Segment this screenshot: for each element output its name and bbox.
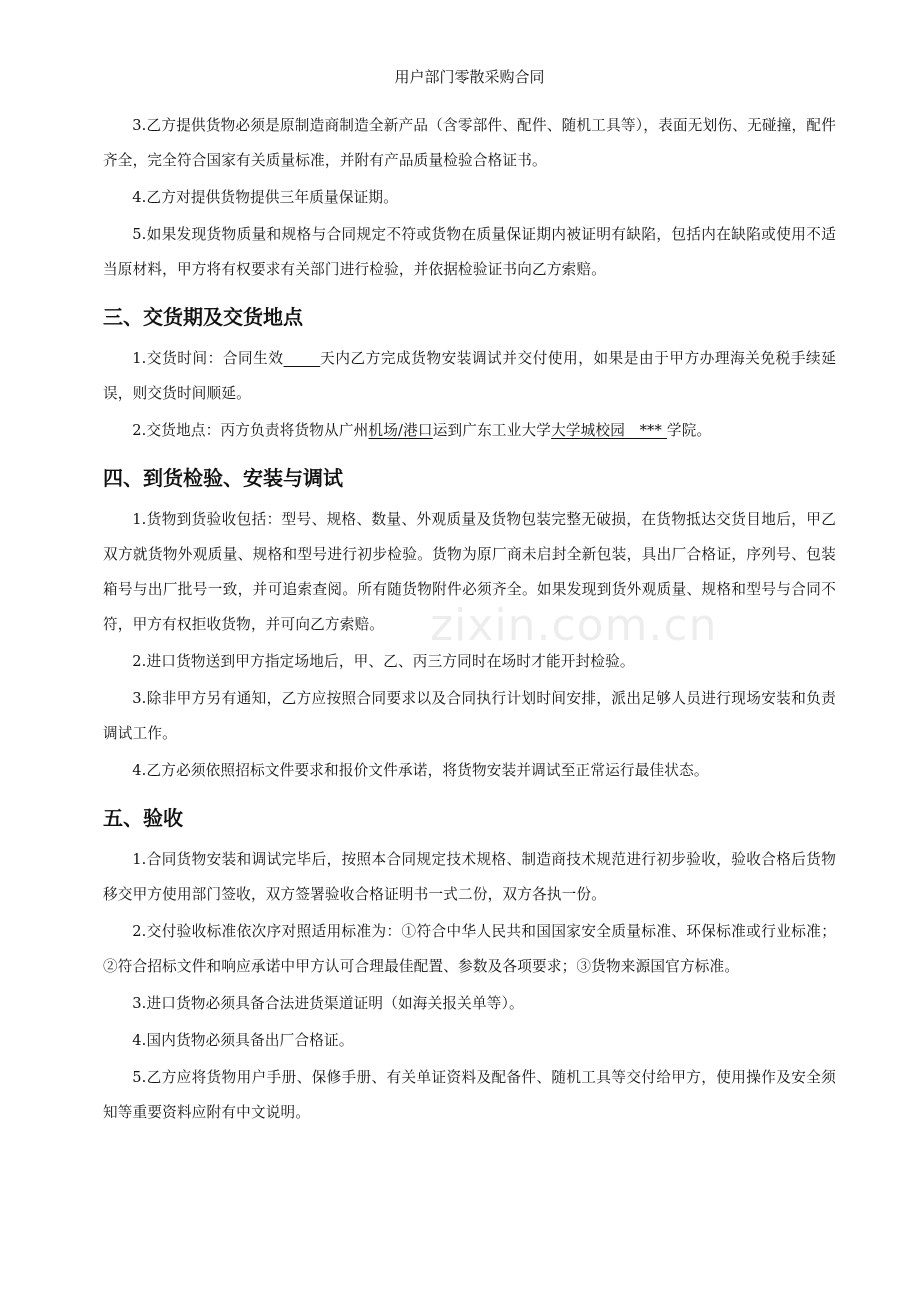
text-segment: 2.进口货物送到甲方指定场地后，甲、乙、丙三方同时在场时才能开封检验。	[132, 653, 635, 670]
section-heading: 三、交货期及交货地点	[103, 305, 303, 329]
text-segment: 运到广东工业大学	[432, 422, 552, 439]
section-heading: 五、验收	[103, 806, 183, 830]
paragraph	[103, 341, 836, 411]
text-segment: 5.如果发现货物质量和规格与合同规定不符或货物在质量保证期内被证明有缺陷，包括内在缺陷或使用不适当原材料，甲方将有权要求有关部门进行检验，并依据检验证书向乙方索赔。	[103, 226, 836, 278]
section-heading: 四、到货检验、安装与调试	[103, 466, 343, 490]
text-segment: 3.乙方提供货物必须是原制造商制造全新产品（含零部件、配件、随机工具等），表面无划伤、无碰撞，配件齐全，完全符合国家有关质量标准，并附有产品质量检验合格证书。	[103, 117, 836, 169]
paragraph	[103, 1023, 836, 1058]
paragraph	[103, 1060, 836, 1130]
document-page	[103, 64, 836, 1132]
paragraph	[103, 842, 836, 912]
text-segment: 4.乙方必须依照招标文件要求和报价文件承诺，将货物安装并调试至正常运行最佳状态。	[132, 762, 709, 779]
document-body	[103, 108, 836, 1130]
underlined-field: 机场/港口	[368, 422, 433, 439]
paragraph	[103, 914, 836, 984]
paragraph	[103, 502, 836, 642]
text-segment: 1.交货时间：合同生效	[132, 350, 284, 367]
paragraph	[103, 108, 836, 178]
document-title: 用户部门零散采购合同	[394, 68, 545, 86]
text-segment: 4.国内货物必须具备出厂合格证。	[132, 1032, 354, 1049]
text-segment: 4.乙方对提供货物提供三年质量保证期。	[132, 189, 399, 206]
underlined-field	[284, 350, 321, 367]
text-segment: 天内乙方完成货物安装调试并交付使用，如果是由于甲方办理海关免税手续延误，则交货时间顺延。	[103, 350, 837, 402]
paragraph	[103, 753, 836, 788]
paragraph	[103, 681, 836, 751]
paragraph	[103, 986, 836, 1021]
paragraph	[103, 644, 836, 679]
paragraph	[103, 180, 836, 215]
text-segment: 3.进口货物必须具备合法进货渠道证明（如海关报关单等）。	[132, 995, 524, 1012]
text-segment: 1.货物到货验收包括：型号、规格、数量、外观质量及货物包装完整无破损，在货物抵达交货目地后，甲乙双方就货物外观质量、规格和型号进行初步检验。货物为原厂商未启封全新包装，具出厂合格证，序列号、包装箱号与出厂批号一致，并可追索查阅。所有随货物附件必须齐全。如果发现到货外观质量、规格和型号与合同不符，甲方有权拒收货物，并可向乙方索赔。	[103, 511, 836, 633]
paragraph	[103, 413, 836, 448]
text-segment: 2.交付验收标准依次序对照适用标准为：①符合中华人民共和国国家安全质量标准、环保标准或行业标准；②符合招标文件和响应承诺中甲方认可合理最佳配置、参数及各项要求；③货物来源国官方标准。	[103, 923, 836, 975]
paragraph	[103, 217, 836, 287]
text-segment: 5.乙方应将货物用户手册、保修手册、有关单证资料及配备件、随机工具等交付给甲方，使用操作及安全须知等重要资料应附有中文说明。	[103, 1069, 836, 1121]
text-segment: 3.除非甲方另有通知，乙方应按照合同要求以及合同执行计划时间安排，派出足够人员进行现场安装和负责调试工作。	[103, 690, 836, 742]
watermark: zixin.com.cn	[430, 600, 718, 651]
text-segment: 1.合同货物安装和调试完毕后，按照本合同规定技术规格、制造商技术规范进行初步验收，验收合格后货物移交甲方使用部门签收，双方签署验收合格证明书一式二份，双方各执一份。	[103, 851, 836, 903]
text-segment: 2.交货地点：丙方负责将货物从广州	[132, 422, 369, 439]
underlined-field: 大学城校园 ***	[551, 422, 667, 439]
text-segment: 学院。	[666, 422, 712, 439]
